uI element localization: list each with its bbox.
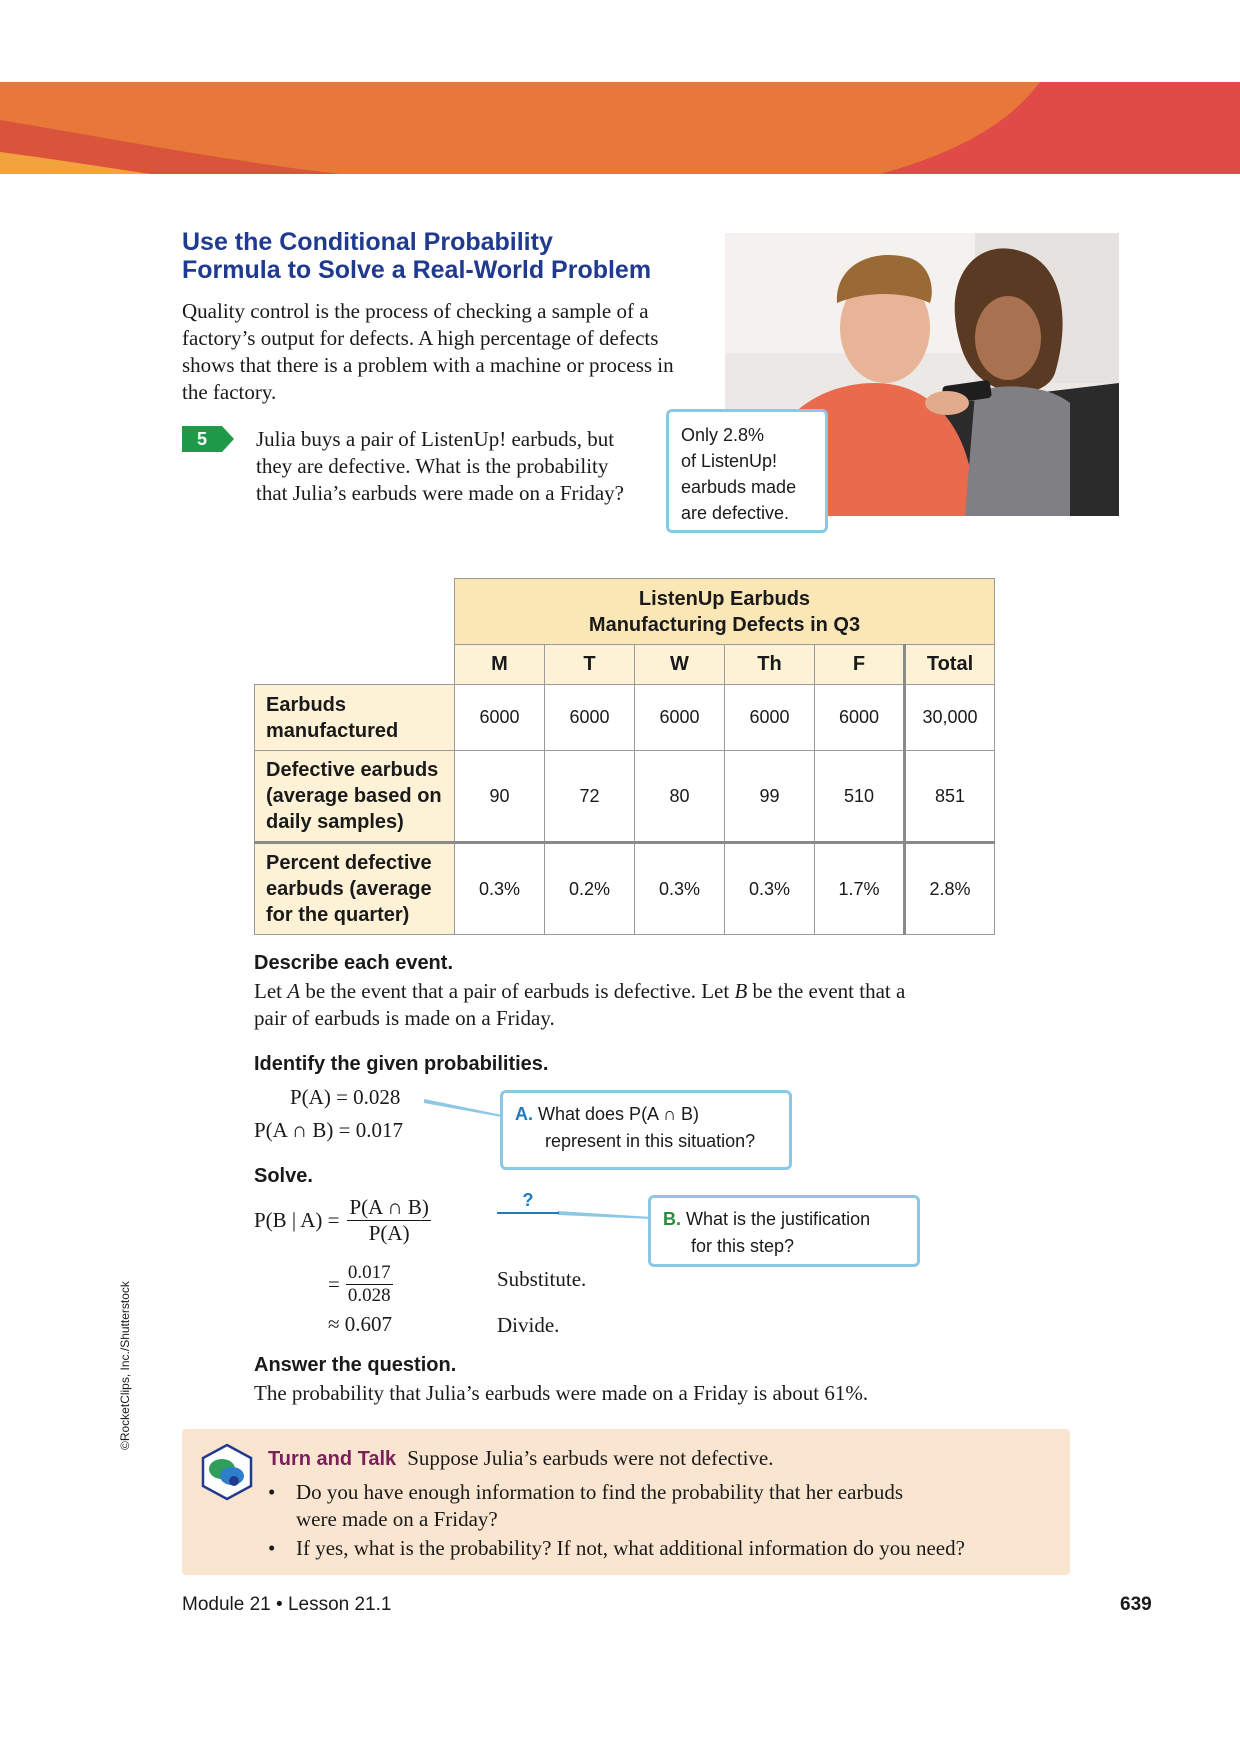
justification-blank: ?: [497, 1190, 559, 1214]
divide-label: Divide.: [497, 1313, 560, 1337]
table-cell: 6000: [815, 685, 905, 751]
table-cell: 1.7%: [815, 843, 905, 935]
page-number: 639: [1120, 1594, 1152, 1615]
bullet-1-line1: Do you have enough information to find the probability that her earbuds: [296, 1480, 904, 1504]
top-banner: [0, 82, 1240, 174]
table-cell: 6000: [545, 685, 635, 751]
solve-heading: Solve.: [254, 1165, 313, 1187]
table-caption: [455, 579, 995, 645]
photo-credit: ©RocketClips, Inc./Shutterstock: [118, 1281, 132, 1450]
substitute-label: Substitute.: [497, 1267, 587, 1291]
turn-talk-title: Turn and Talk: [268, 1448, 397, 1470]
question-b-line1: What is the justification: [686, 1209, 871, 1229]
substitution-fraction: [346, 1262, 393, 1307]
table-caption-line1: ListenUp Earbuds: [638, 587, 811, 610]
column-header-total: Total: [905, 645, 995, 685]
substitution-numerator: 0.017: [347, 1261, 391, 1283]
table-cell: 6000: [635, 685, 725, 751]
table-cell-total: 851: [905, 751, 995, 843]
row-header-manufactured: [255, 685, 455, 751]
table-cell: 6000: [725, 685, 815, 751]
problem-text: Julia buys a pair of ListenUp! earbuds, but they are defective. What is the probability that Julia’s earbuds were made on a Friday?: [256, 427, 624, 505]
table-cell-total: 2.8%: [905, 843, 995, 935]
callout-line4: are defective.: [681, 503, 790, 523]
equals-sign: =: [328, 1271, 340, 1296]
callout-line2: of ListenUp!: [681, 451, 778, 471]
question-b-line2: for this step?: [691, 1236, 795, 1256]
defect-rate-callout: [666, 409, 828, 533]
table-cell-total: 30,000: [905, 685, 995, 751]
row-header-line: Percent defective: [266, 852, 432, 874]
intro-paragraph: Quality control is the process of checking a sample of a factory’s output for defects. A high percentage of defects shows that there is a problem with a machine or process in the factory.: [182, 299, 674, 404]
question-a-letter: A.: [515, 1104, 533, 1124]
column-header-th: Th: [725, 645, 815, 685]
bullet-1-line2: were made on a Friday?: [296, 1507, 498, 1531]
table-cell: 0.3%: [455, 843, 545, 935]
column-header-m: M: [455, 645, 545, 685]
substitution-denominator: 0.028: [347, 1284, 391, 1306]
table-corner-blank: [255, 579, 455, 645]
describe-text-part: be the event that a pair of earbuds is made on a Friday.: [254, 979, 906, 1030]
row-header-line: Earbuds: [266, 693, 347, 716]
table-cell: 72: [545, 751, 635, 843]
row-header-line: manufactured: [266, 719, 399, 742]
row-header-line: (average based on: [266, 785, 442, 807]
formula-lhs: P(B | A) =: [254, 1207, 340, 1232]
conditional-formula: [254, 1190, 431, 1250]
turn-talk-bullet-1: [296, 1479, 1056, 1533]
table-row: [255, 685, 995, 751]
table-cell: 6000: [455, 685, 545, 751]
row-header-line: daily samples): [266, 811, 404, 833]
describe-heading: Describe each event.: [254, 952, 453, 974]
event-a-symbol: A: [287, 979, 301, 1003]
row-header-defective: [255, 751, 455, 843]
section-title-line1: Use the Conditional Probability: [182, 228, 553, 256]
describe-text-part: Let: [254, 979, 288, 1003]
turn-talk-bullet-2: If yes, what is the probability? If not, what additional information do you need?: [296, 1536, 965, 1560]
row-header-line: Defective earbuds: [266, 759, 439, 781]
column-header-t: T: [545, 645, 635, 685]
row-header-line: for the quarter): [266, 904, 410, 926]
footer-module-lesson: Module 21 • Lesson 21.1: [182, 1594, 392, 1615]
table-row: [255, 843, 995, 935]
callout-line3: earbuds made: [681, 477, 797, 497]
row-header-line: earbuds (average: [266, 878, 432, 900]
formula-fraction: [347, 1195, 430, 1246]
table-corner-blank-2: [255, 645, 455, 685]
substitution-step: [328, 1258, 393, 1310]
bullet-dot-2: •: [268, 1536, 276, 1560]
table-cell: 510: [815, 751, 905, 843]
table-cell: 0.3%: [635, 843, 725, 935]
column-header-f: F: [815, 645, 905, 685]
table-cell: 90: [455, 751, 545, 843]
probability-a: P(A) = 0.028: [290, 1085, 401, 1109]
section-title-line2: Formula to Solve a Real-World Problem: [182, 256, 652, 284]
discussion-icon: [198, 1443, 256, 1501]
answer-text: The probability that Julia’s earbuds were made on a Friday is about 61%.: [254, 1381, 869, 1405]
question-a-box: [500, 1090, 792, 1170]
table-row: [255, 751, 995, 843]
table-cell: 80: [635, 751, 725, 843]
defects-table: [254, 578, 995, 935]
row-header-percent: [255, 843, 455, 935]
table-cell: 0.3%: [725, 843, 815, 935]
column-header-w: W: [635, 645, 725, 685]
describe-text-part: be the event that a pair of earbuds is defective. Let: [300, 979, 735, 1003]
problem-number: 5: [196, 429, 207, 449]
formula-denominator: P(A): [368, 1220, 410, 1245]
turn-talk-heading-line: [268, 1445, 1048, 1472]
describe-text: [254, 978, 914, 1032]
event-b-symbol: B: [734, 979, 748, 1003]
formula-numerator: P(A ∩ B): [349, 1194, 429, 1219]
identify-heading: Identify the given probabilities.: [254, 1053, 549, 1075]
turn-and-talk-box: [182, 1429, 1070, 1575]
turn-talk-intro: Suppose Julia’s earbuds were not defective.: [407, 1446, 774, 1470]
result-value: ≈ 0.607: [328, 1312, 393, 1336]
table-cell: 0.2%: [545, 843, 635, 935]
answer-heading: Answer the question.: [254, 1354, 457, 1376]
question-a-line2: represent in this situation?: [545, 1131, 756, 1151]
probability-a-and-b: P(A ∩ B) = 0.017: [254, 1118, 403, 1142]
question-b-letter: B.: [663, 1209, 681, 1229]
section-title: [182, 228, 702, 284]
bullet-dot-1: •: [268, 1480, 276, 1504]
callout-line1: Only 2.8%: [681, 425, 765, 445]
question-a-line1: What does P(A ∩ B): [538, 1104, 700, 1124]
table-caption-line2: Manufacturing Defects in Q3: [588, 613, 861, 636]
question-b-box: [648, 1195, 920, 1267]
table-cell: 99: [725, 751, 815, 843]
